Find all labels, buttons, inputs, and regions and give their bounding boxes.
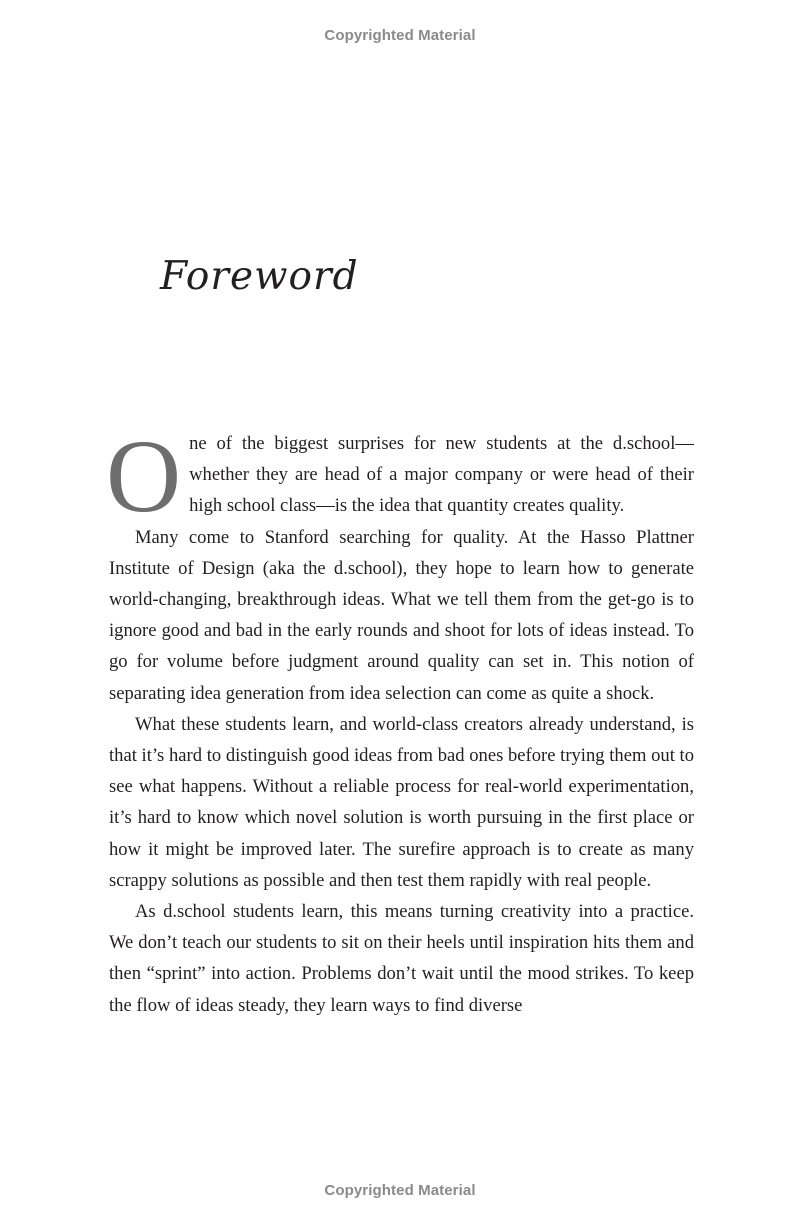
paragraph-1 xyxy=(106,419,694,534)
paragraph-2: Many come to Stanford searching for quality. At the Hasso Plattner Institute of Design (aka the d.school), they hope to learn how to generate world-changing, breakthrough ideas. What we tell them from the get-go is to ignore good and bad in the early rounds and shoot for lots of ideas instead. To go for volume before judgment around quality can set in. This notion of separating idea generation from idea selection can come as quite a shock. xyxy=(109,526,694,704)
chapter-title: Foreword xyxy=(160,254,359,299)
paragraph-4: As d.school students learn, this means turning creativity into a practice. We don’t teach our students to sit on their heels until inspiration hits them and then “sprint” into action. Problems don’t wait until the mood strikes. To keep the flow of ideas steady, they learn ways to find diverse xyxy=(109,901,694,1016)
body-text xyxy=(106,419,694,1021)
paragraph-3: What these students learn, and world-class creators already understand, is that it’s hard to distinguish good ideas from bad ones before trying them out to see what happens. Without a reliable process for real-world experimentation, it’s hard to know which novel solution is worth pursuing in the first place or how it might be improved later. The surefire approach is to create as many scrappy solutions as possible and then test them rapidly with real people. xyxy=(109,713,694,891)
copyright-watermark-top: Copyrighted Material xyxy=(324,27,476,44)
copyright-watermark-bottom: Copyrighted Material xyxy=(324,1182,476,1199)
drop-cap: O xyxy=(106,419,182,534)
paragraph-1-text: ne of the biggest surprises for new students at the d.school—whether they are head of a major company or were head of their high school class—is the idea that quantity creates quality. xyxy=(189,433,694,517)
